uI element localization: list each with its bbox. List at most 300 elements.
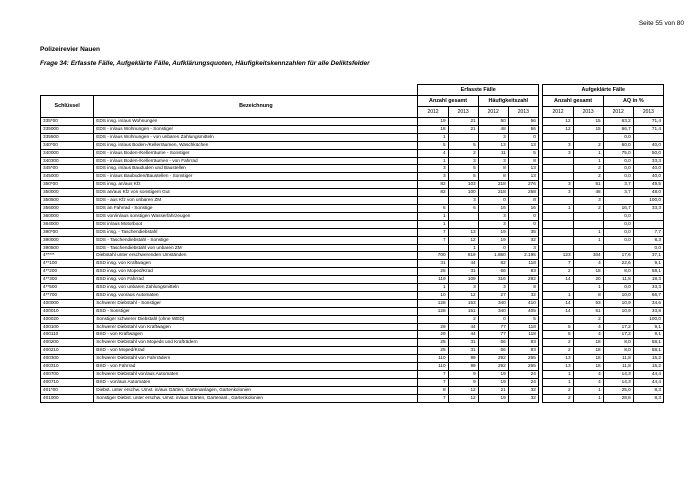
bezeichnung-cell: EDS insg. in/aus Boden-/Kellerräumen, Waschküchen [94,141,418,149]
erfasst-2012-cell: 700 [418,252,448,260]
erfasst-2013-cell: 12 [448,291,478,299]
aufgeklaert-2012-cell: 2 [543,394,573,402]
table-row [41,291,664,299]
aq-2012-cell: 17,2 [603,331,633,339]
table-row [41,339,664,347]
hz-2012-cell: 19 [478,394,508,402]
header-haeufigkeitszahl: Häufigkeitszahl [478,96,538,107]
hz-2013-cell: 16 [508,204,538,212]
erfasst-2013-cell: 6 [448,204,478,212]
aq-2012-cell: 0,0 [603,236,633,244]
erfasst-2013-cell: 31 [448,268,478,276]
aufgeklaert-2013-cell: 15 [573,355,603,363]
question-title: Frage 34: Erfasste Fälle, Aufgeklärte Fälle, Aufklärungsquoten, Häufigkeitskennzahlen für alle Deliktsfelder [40,60,370,67]
erfasst-2013-cell: 100 [448,189,478,197]
header-anzahl-gesamt-aufgeklaert: Anzahl gesamt [543,96,603,107]
aufgeklaert-2012-cell: 3 [543,181,573,189]
erfasst-2012-cell: 1 [418,220,448,228]
erfasst-2012-cell: 31 [418,260,448,268]
table-row [41,228,664,236]
aq-2012-cell: 14,3 [603,378,633,386]
aq-2013-cell: 40,0 [633,165,663,173]
aufgeklaert-2012-cell: 1 [543,378,573,386]
schluessel-cell: 4**300 [41,276,94,284]
hz-2012-cell: 19 [478,236,508,244]
aufgeklaert-2012-cell [543,244,573,252]
schluessel-cell: 400710 [41,378,94,386]
hz-2012-cell: 50 [478,118,508,126]
erfasst-2012-cell: 110 [418,363,448,371]
aufgeklaert-2012-cell: 1 [543,371,573,379]
hz-2013-cell: 405 [508,307,538,315]
hz-2013-cell: 268 [508,189,538,197]
erfasst-2012-cell [418,244,448,252]
header-aufgeklaerte-faelle: Aufgeklärte Fälle [543,85,664,96]
erfasst-2012-cell: 1 [418,284,448,292]
schluessel-cell: 400010 [41,307,94,315]
erfasst-2012-cell: 1 [418,157,448,165]
table-row [41,244,664,252]
bezeichnung-cell: Diebst. unter erschw. Umst. in/aus Gärten, Gartenanlagen, Gartenkolonien [94,386,418,394]
schluessel-cell: 350500 [41,197,94,205]
aufgeklaert-2012-cell [543,173,573,181]
erfasst-2012-cell: 82 [418,189,448,197]
aufgeklaert-2013-cell [573,220,603,228]
table-row [41,165,664,173]
erfasst-2013-cell: 3 [448,197,478,205]
aq-2013-cell: 9,1 [633,323,663,331]
erfasst-2012-cell: 5 [418,141,448,149]
aq-2012-cell: 10,9 [603,307,633,315]
table-row [41,268,664,276]
erfasst-2013-cell: 819 [448,252,478,260]
table-row [41,141,664,149]
bezeichnung-cell: EDS - in/aus Baubuden/Baustellen - Sonstiger [94,173,418,181]
bezeichnung-cell: EDS an Fahrrad - Sonstige [94,204,418,212]
header-bezeichnung: Bezeichnung [94,96,418,118]
bezeichnung-cell: EDS - aus Kfz von unbaren ZM [94,197,418,205]
table-row [41,204,664,212]
hz-2012-cell: 66 [478,339,508,347]
hz-2013-cell: 118 [508,323,538,331]
aq-2012-cell: 0,0 [603,173,633,181]
erfasst-2012-cell: 7 [418,394,448,402]
hz-2012-cell: 13 [478,141,508,149]
bezeichnung-cell: EDS - in/aus Boden-/Kellerräume - Sonstiger [94,149,418,157]
schluessel-cell: 345*00 [41,165,94,173]
hz-2013-cell: 118 [508,331,538,339]
aufgeklaert-2013-cell: 1 [573,149,603,157]
hz-2012-cell: 0 [478,197,508,205]
aufgeklaert-2013-cell: 4 [573,378,603,386]
aq-2012-cell: 0,0 [603,157,633,165]
aufgeklaert-2012-cell: 2 [543,268,573,276]
erfasst-2012-cell: 7 [418,371,448,379]
aq-2012-cell: 16,7 [603,204,633,212]
hz-2013-cell: 8 [508,197,538,205]
aufgeklaert-2012-cell: 7 [543,260,573,268]
aq-2012-cell: 11,8 [603,363,633,371]
table-row [41,284,664,292]
bezeichnung-cell: EDS - in/aus Wohnungen - Sonstiger [94,125,418,133]
schluessel-cell: 4**100 [41,260,94,268]
aq-2013-cell: 9,1 [633,331,663,339]
schluessel-cell: 4**500 [41,284,94,292]
aq-2013-cell: 40,0 [633,173,663,181]
bezeichnung-cell: BSD - Sonstiger [94,307,418,315]
aq-2012-cell: 8,0 [603,347,633,355]
aq-2013-cell [633,212,663,220]
erfasst-2012-cell: 4 [418,149,448,157]
erfasst-2012-cell: 18 [418,125,448,133]
hz-2013-cell: 56 [508,125,538,133]
hz-2013-cell: 2.195 [508,252,538,260]
schluessel-cell: 390*00 [41,228,94,236]
bezeichnung-cell: Schwerer Diebstahl von Fahrrädern [94,355,418,363]
erfasst-2012-cell: 7 [418,378,448,386]
aq-2013-cell: 37,1 [633,252,663,260]
aq-2013-cell: 33,3 [633,204,663,212]
bezeichnung-cell: Sonstiger schwerer Diebstahl (ohne WED) [94,315,418,323]
erfasst-2013-cell: 31 [448,339,478,347]
aufgeklaert-2012-cell: 13 [543,355,573,363]
hz-2012-cell: 11 [478,149,508,157]
page-number: Seite 55 von 80 [638,20,684,27]
hz-2013-cell: 8 [508,157,538,165]
hz-2012-cell: 316 [478,276,508,284]
aufgeklaert-2013-cell: 15 [573,125,603,133]
aq-2013-cell: 8,3 [633,386,663,394]
schluessel-cell: 4**700 [41,291,94,299]
aq-2013-cell: 8,3 [633,236,663,244]
hz-2012-cell: 0 [478,244,508,252]
aq-2012-cell: 0,0 [603,165,633,173]
schluessel-cell: 345000 [41,173,94,181]
table-row [41,197,664,205]
aufgeklaert-2013-cell: 1 [573,228,603,236]
aq-2012-cell: 0,0 [603,133,633,141]
header-erfasste-faelle: Erfasste Fälle [418,85,538,96]
bezeichnung-cell: EDS insg. - Taschendiebstahl [94,228,418,236]
table-row [41,355,664,363]
aufgeklaert-2012-cell: 12 [543,118,573,126]
aq-2012-cell: 28,6 [603,394,633,402]
aq-2013-cell: 49,5 [633,181,663,189]
hz-2013-cell: 24 [508,371,538,379]
aufgeklaert-2012-cell: 14 [543,307,573,315]
erfasst-2012-cell: 19 [418,118,448,126]
aufgeklaert-2012-cell: 123 [543,252,573,260]
table-row [41,371,664,379]
bezeichnung-cell: BSD insg. von Kraftwagen [94,260,418,268]
erfasst-2012-cell: 82 [418,181,448,189]
aq-2013-cell: 71,4 [633,125,663,133]
erfasst-2013-cell: 12 [448,236,478,244]
hz-2013-cell: 5 [508,315,538,323]
aq-2013-cell: 9,1 [633,260,663,268]
erfasst-2013-cell: 21 [448,125,478,133]
aq-2012-cell: 0,0 [603,220,633,228]
bezeichnung-cell: Schwerer Diebstahl - Sonstiger [94,299,418,307]
aufgeklaert-2012-cell: 3 [543,189,573,197]
erfasst-2012-cell: 10 [418,291,448,299]
bezeichnung-cell: EDS in/aus Motorboot [94,220,418,228]
aq-2013-cell: 100,0 [633,197,663,205]
hz-2012-cell: 292 [478,355,508,363]
aufgeklaert-2013-cell: 4 [573,331,603,339]
schluessel-cell: 356000 [41,204,94,212]
aq-2013-cell: 71,4 [633,118,663,126]
aq-2012-cell: 10,9 [603,299,633,307]
aufgeklaert-2012-cell: 2 [543,347,573,355]
erfasst-2013-cell: 1 [448,244,478,252]
hz-2012-cell: 218 [478,189,508,197]
bezeichnung-cell: BSD insg. von Fahrrad [94,276,418,284]
erfasst-2013-cell: 109 [448,276,478,284]
aq-2013-cell: 34,6 [633,299,663,307]
table-row [41,149,664,157]
hz-2013-cell: 118 [508,260,538,268]
schluessel-cell: 335*00 [41,118,94,126]
year-header: 2013 [573,107,603,118]
schluessel-cell: 350000 [41,189,94,197]
aq-2013-cell: 44,4 [633,371,663,379]
aufgeklaert-2013-cell: 2 [573,204,603,212]
erfasst-2012-cell: 25 [418,347,448,355]
table-row [41,125,664,133]
aq-2012-cell: 25,0 [603,386,633,394]
table-row [41,363,664,371]
aufgeklaert-2012-cell: 2 [543,386,573,394]
erfasst-2012-cell [418,197,448,205]
hz-2012-cell: 3 [478,157,508,165]
aq-2012-cell: 0,0 [603,228,633,236]
hz-2012-cell: 8 [478,165,508,173]
hz-2012-cell: 1.860 [478,252,508,260]
hz-2012-cell: 16 [478,204,508,212]
aq-2013-cell: 15,2 [633,355,663,363]
hz-2013-cell: 3 [508,244,538,252]
aq-2013-cell [633,133,663,141]
bezeichnung-cell: EDS insg. an/aus Kfz [94,181,418,189]
table-row [41,118,664,126]
schluessel-cell: 350*00 [41,181,94,189]
aufgeklaert-2012-cell [543,236,573,244]
erfasst-2012-cell: 110 [418,355,448,363]
aq-2013-cell: 58,1 [633,339,663,347]
aufgeklaert-2013-cell [573,212,603,220]
aufgeklaert-2012-cell: 14 [543,299,573,307]
schluessel-cell: 360000 [41,212,94,220]
bezeichnung-cell: BSD - von Moped/Krad [94,347,418,355]
aq-2012-cell: 10,0 [603,291,633,299]
bezeichnung-cell: EDS - in/aus Boden-/Kellerräumen - von Fahrrad [94,157,418,165]
aq-2012-cell: 0,0 [603,284,633,292]
erfasst-2013-cell: 3 [448,284,478,292]
hz-2012-cell: 3 [478,284,508,292]
year-header: 2012 [543,107,573,118]
erfasst-2013-cell [448,212,478,220]
hz-2013-cell: 83 [508,339,538,347]
aq-2013-cell: 40,0 [633,141,663,149]
bezeichnung-cell: Schwerer Diebstahl von Kraftwagen [94,323,418,331]
bezeichnung-cell: EDS - Taschendiebstahl von unbaren ZM [94,244,418,252]
aq-2012-cell [603,244,633,252]
bezeichnung-cell: Sonstiger Diebst. unter erschw. Umst. in/aus Gärten, Gartenanl., Gartenkolonien [94,394,418,402]
aq-2013-cell: 33,3 [633,284,663,292]
erfasst-2013-cell [448,220,478,228]
year-header: 2013 [633,107,663,118]
crime-statistics-table [40,84,664,403]
table-row [41,276,664,284]
hz-2012-cell: 218 [478,181,508,189]
table-row [41,307,664,315]
aq-2013-cell: 58,1 [633,347,663,355]
aq-2013-cell: 18,3 [633,276,663,284]
hz-2013-cell: 13 [508,141,538,149]
hz-2012-cell: 77 [478,331,508,339]
table-row [41,181,664,189]
aufgeklaert-2013-cell: 2 [573,165,603,173]
erfasst-2013-cell: 5 [448,165,478,173]
hz-2013-cell: 35 [508,228,538,236]
schluessel-cell: 400100 [41,323,94,331]
aufgeklaert-2013-cell: 51 [573,307,603,315]
aufgeklaert-2013-cell: 1 [573,284,603,292]
table-row [41,386,664,394]
erfasst-2013-cell: 2 [448,149,478,157]
aufgeklaert-2013-cell: 1 [573,394,603,402]
schluessel-cell: 400110 [41,331,94,339]
erfasst-2012-cell: 3 [418,165,448,173]
erfasst-2012-cell: 6 [418,204,448,212]
erfasst-2013-cell: 2 [448,315,478,323]
table-row [41,173,664,181]
bezeichnung-cell: BSD insg. von unbaren Zahlungsmitteln [94,284,418,292]
hz-2013-cell: 265 [508,355,538,363]
bezeichnung-cell: EDS an/aus Kfz von sonstigem Gut [94,189,418,197]
aufgeklaert-2013-cell: 2 [573,315,603,323]
aufgeklaert-2013-cell: 4 [573,260,603,268]
table-row [41,189,664,197]
year-header: 2013 [508,107,538,118]
aq-2012-cell: 3,7 [603,189,633,197]
aufgeklaert-2012-cell [543,220,573,228]
aufgeklaert-2013-cell: 1 [573,386,603,394]
hz-2012-cell: 340 [478,299,508,307]
schluessel-cell: 401*00 [41,386,94,394]
aq-2013-cell: 0,0 [633,244,663,252]
erfasst-2012-cell: 7 [418,236,448,244]
schluessel-cell: 340000 [41,149,94,157]
aufgeklaert-2012-cell [543,212,573,220]
year-header: 2012 [603,107,633,118]
aufgeklaert-2013-cell [573,133,603,141]
aq-2013-cell: 8,3 [633,394,663,402]
bezeichnung-cell: BSD - von Fahrrad [94,363,418,371]
aq-2012-cell [603,197,633,205]
aq-2012-cell: 0,0 [603,212,633,220]
year-header: 2012 [418,107,448,118]
aufgeklaert-2013-cell: 18 [573,268,603,276]
erfasst-2013-cell: 151 [448,307,478,315]
schluessel-cell: 335000 [41,125,94,133]
aufgeklaert-2013-cell: 3 [573,197,603,205]
erfasst-2013-cell: 103 [448,181,478,189]
aq-2013-cell: 66,7 [633,291,663,299]
hz-2013-cell: 13 [508,165,538,173]
hz-2013-cell: 32 [508,394,538,402]
aufgeklaert-2012-cell: 5 [543,331,573,339]
hz-2012-cell: 3 [478,220,508,228]
erfasst-2013-cell: 99 [448,363,478,371]
hz-2013-cell: 8 [508,284,538,292]
aq-2012-cell: 11,8 [603,276,633,284]
aufgeklaert-2013-cell: 304 [573,252,603,260]
erfasst-2012-cell [418,315,448,323]
hz-2012-cell: 292 [478,363,508,371]
hz-2012-cell: 82 [478,260,508,268]
erfasst-2013-cell: 5 [448,173,478,181]
erfasst-2012-cell: 25 [418,339,448,347]
schluessel-cell: 390500 [41,244,94,252]
aufgeklaert-2012-cell [543,228,573,236]
aufgeklaert-2013-cell: 15 [573,118,603,126]
hz-2012-cell: 48 [478,125,508,133]
aufgeklaert-2013-cell: 4 [573,371,603,379]
hz-2013-cell: 265 [508,363,538,371]
schluessel-cell: 400000 [41,299,94,307]
bezeichnung-cell: EDS - Taschendiebstahl - Sonstige [94,236,418,244]
hz-2012-cell: 19 [478,378,508,386]
table-body [41,118,664,403]
aq-2012-cell: 8,0 [603,268,633,276]
aufgeklaert-2013-cell [573,244,603,252]
aq-2013-cell: 100,0 [633,315,663,323]
bezeichnung-cell: Schwerer Diebstahl von/aus Automaten [94,371,418,379]
aufgeklaert-2012-cell [543,133,573,141]
aufgeklaert-2012-cell: 1 [543,291,573,299]
aufgeklaert-2013-cell: 51 [573,181,603,189]
bezeichnung-cell: Diebstahl unter erschwerenden Umständen [94,252,418,260]
schluessel-cell: 400700 [41,371,94,379]
aq-2012-cell: 17,6 [603,252,633,260]
table-row [41,252,664,260]
aufgeklaert-2013-cell: 8 [573,291,603,299]
erfasst-2013-cell: 44 [448,331,478,339]
aq-2012-cell: 11,8 [603,355,633,363]
aq-2012-cell [603,315,633,323]
hz-2013-cell: 83 [508,347,538,355]
aufgeklaert-2012-cell: 14 [543,276,573,284]
hz-2012-cell: 77 [478,323,508,331]
hz-2013-cell: 410 [508,299,538,307]
schluessel-cell: 340*00 [41,141,94,149]
erfasst-2012-cell: 119 [418,276,448,284]
hz-2013-cell: 0 [508,133,538,141]
aufgeklaert-2012-cell: 3 [543,149,573,157]
erfasst-2013-cell: 31 [448,347,478,355]
table-row [41,394,664,402]
aufgeklaert-2013-cell: 53 [573,299,603,307]
aufgeklaert-2013-cell: 18 [573,347,603,355]
aufgeklaert-2013-cell: 4 [573,323,603,331]
aq-2013-cell: 33,8 [633,307,663,315]
hz-2013-cell: 276 [508,181,538,189]
schluessel-cell: 400300 [41,355,94,363]
erfasst-2013-cell: 99 [448,355,478,363]
schluessel-cell: 400210 [41,347,94,355]
